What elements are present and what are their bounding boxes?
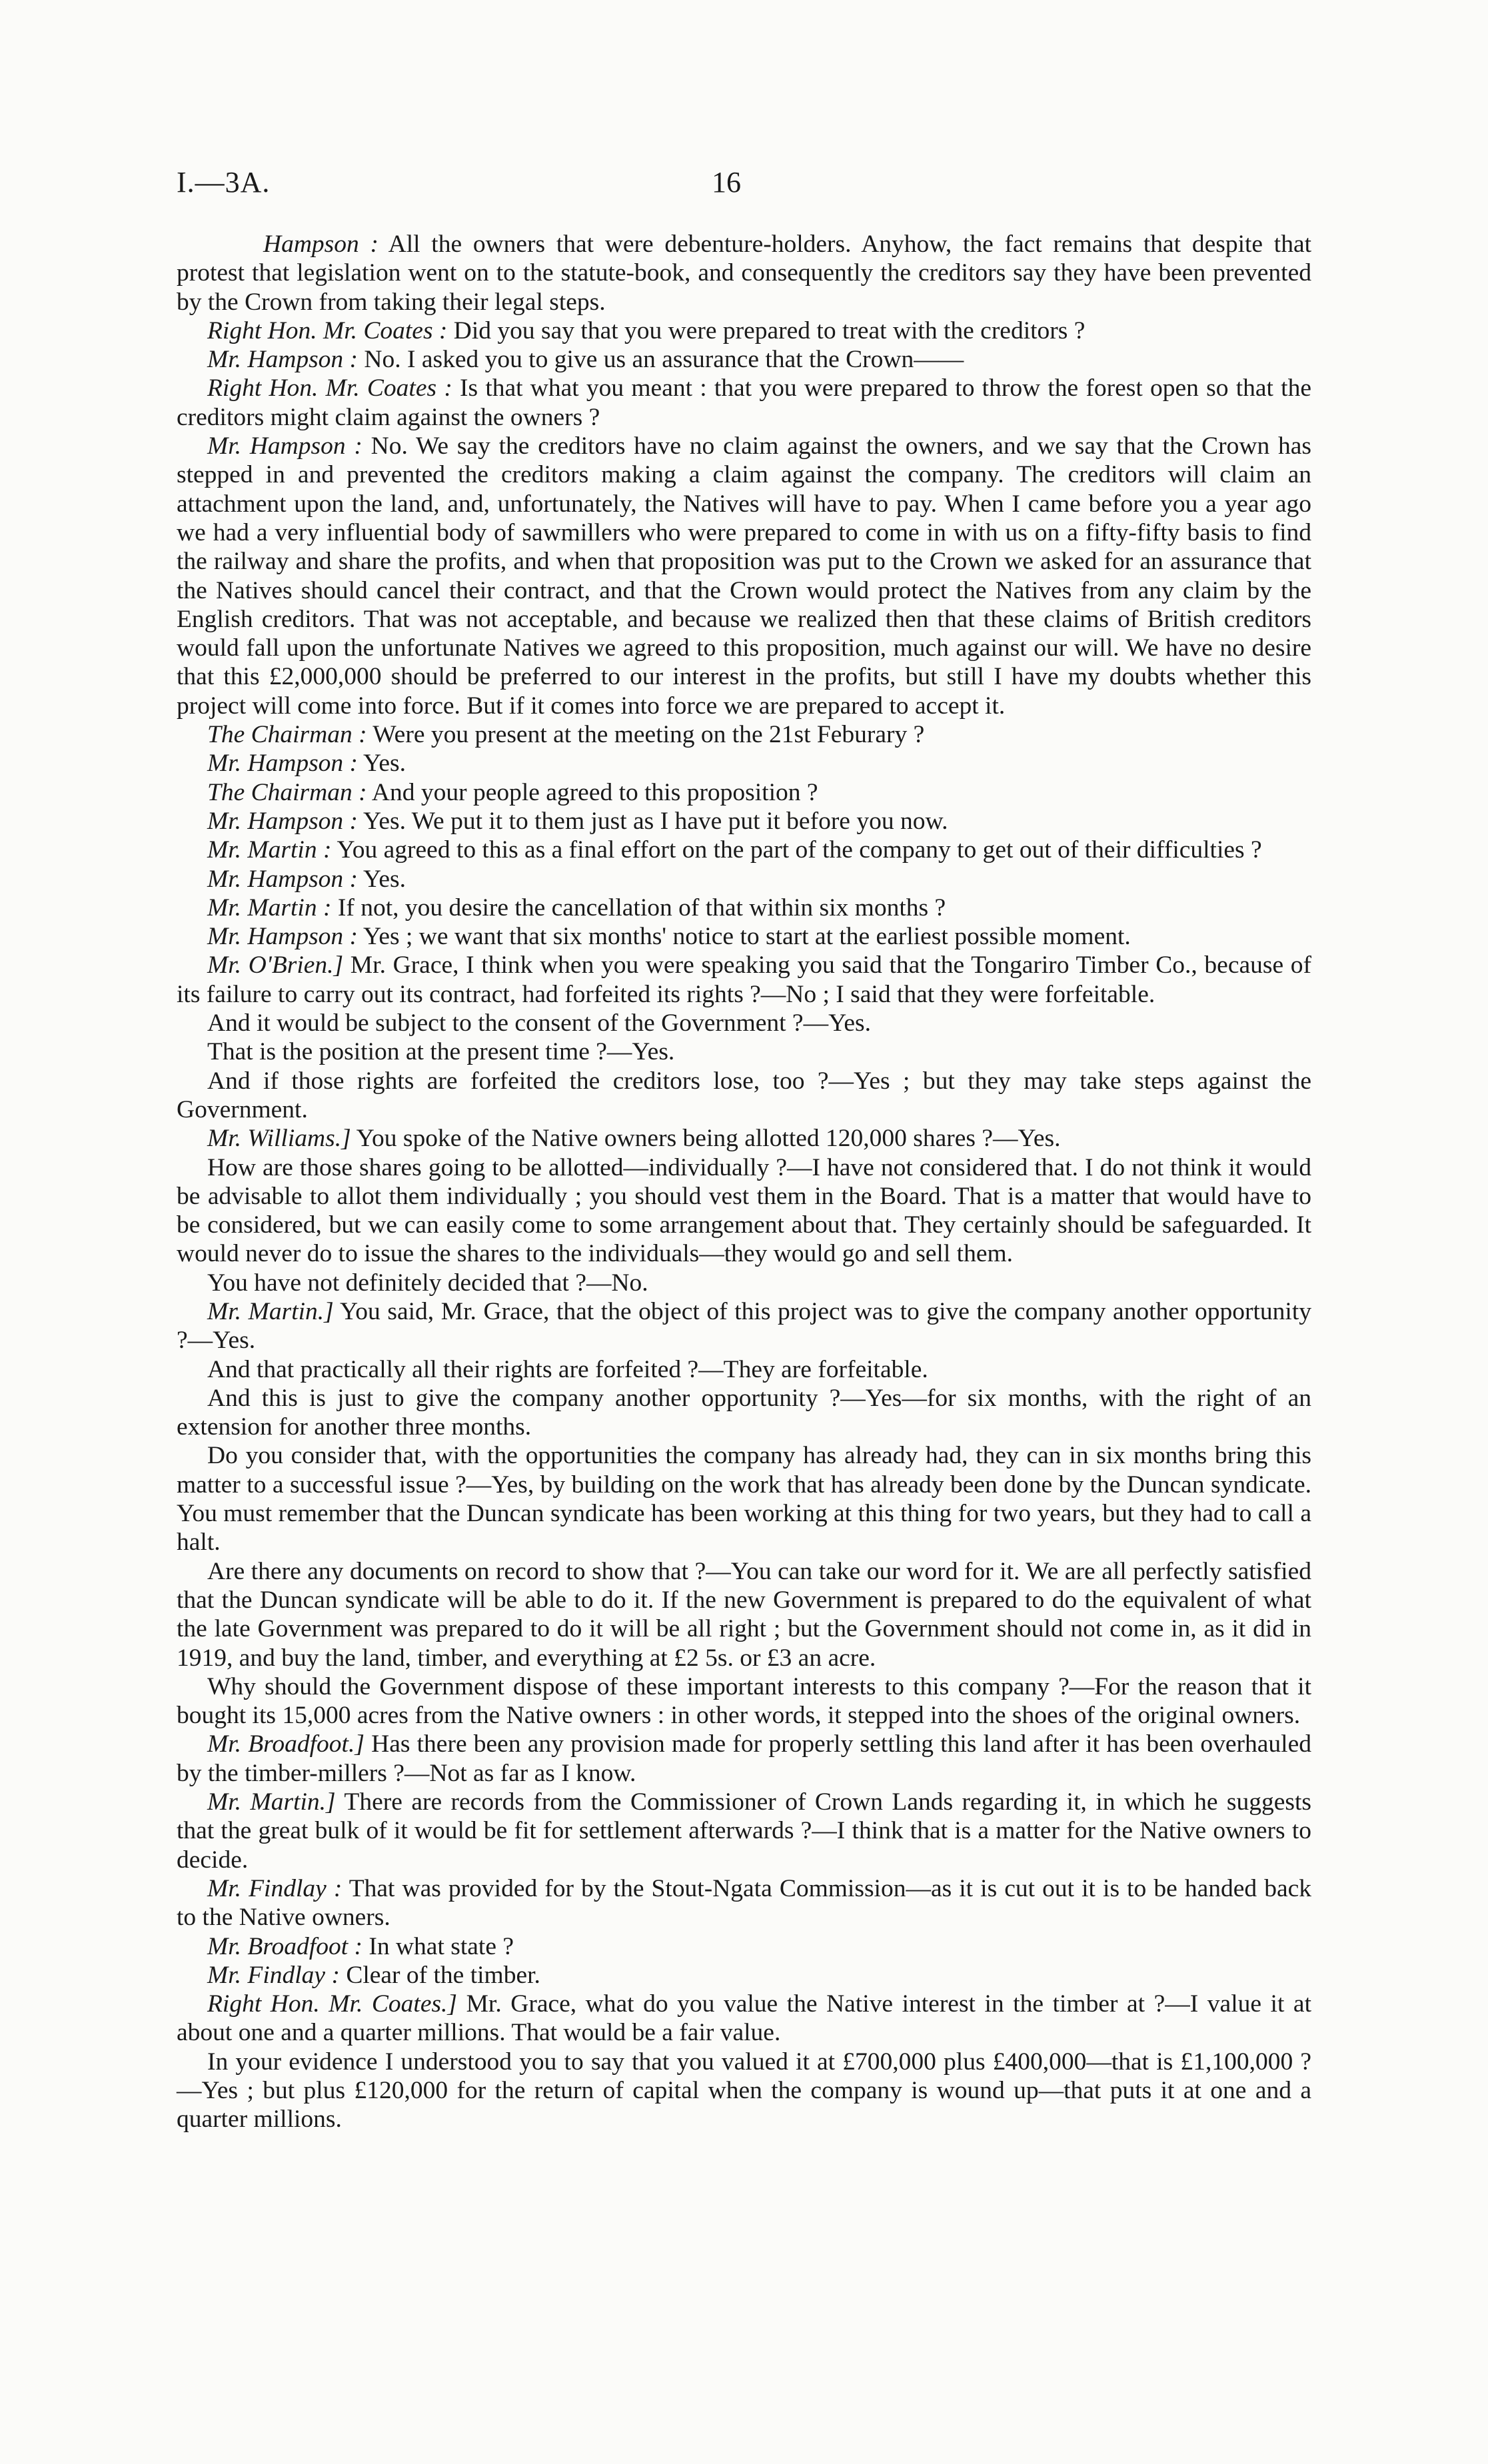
- paragraph-text: If not, you desire the cancellation of that within six months ?: [331, 894, 946, 922]
- speaker-name: Mr. Hampson :: [207, 865, 359, 893]
- speaker-name: Mr. Broadfoot.]: [207, 1730, 365, 1758]
- paragraph: [177, 807, 1311, 836]
- paragraph-text: How are those shares going to be allotted—individually ?—I have not considered that. I do not think it would be advisable to allot them individually ; you should vest them in the Board. That is a matter that would have to be considered, but we can easily come to some arrangement about that. They certainly should be safeguarded. It would never do to issue the shares to the individuals—they would go and sell them.: [177, 1153, 1311, 1268]
- speaker-name: The Chairman :: [207, 778, 367, 806]
- paragraph-text: All the owners that were debenture-holders. Anyhow, the fact remains that despite that protest that legislation went on to the statute-book, and consequently the creditors say they have been prevented by the Crown from taking their legal steps.: [177, 231, 1312, 316]
- paragraph-text: No. We say the creditors have no claim against the owners, and we say that the Crown has stepped in and prevented the creditors making a claim against the company. The creditors will claim an attachment upon the land, and, unfortunately, the Natives will have to pay. When I came before you a year ago we had a very influential body of sawmillers who were prepared to come in with us on a fifty-fifty basis to find the railway and share the profits, and when that proposition was put to the Crown we asked for an assurance that the Natives should cancel their contract, and that the Crown would protect the Natives from any claim by the English creditors. That was not acceptable, and because we realized then that these claims of British creditors would fall upon the unfortunate Natives we agreed to this proposition, much against our will. We have no desire that this £2,000,000 should be preferred to our interest in the profits, but still I have my doubts whether this project will come into force. But if it comes into force we are prepared to accept it.: [177, 432, 1311, 720]
- paragraph: [177, 432, 1311, 720]
- paragraph: [177, 1932, 1311, 1961]
- document-reference: I.—3A.: [177, 166, 271, 199]
- paragraph: [177, 1730, 1311, 1788]
- paragraph-text: Yes ; we want that six months' notice to start at the earliest possible moment.: [358, 923, 1131, 951]
- speaker-name: Right Hon. Mr. Coates :: [207, 316, 448, 344]
- paragraph: [177, 1961, 1311, 1990]
- paragraph: [177, 894, 1311, 922]
- paragraph-text: Is that what you meant : that you were prepared to throw the forest open so that the creditors might claim against the owners ?: [177, 374, 1311, 431]
- paragraph: [177, 1788, 1311, 1874]
- paragraph: [177, 749, 1311, 778]
- paragraph: [177, 230, 1311, 316]
- paragraph-text: No. I asked you to give us an assurance that the Crown——: [358, 346, 964, 374]
- paragraph: [177, 951, 1311, 1009]
- speaker-name: Right Hon. Mr. Coates :: [207, 374, 452, 402]
- speaker-name: Mr. Williams.]: [207, 1125, 351, 1153]
- speaker-name: Mr. Martin :: [207, 894, 332, 922]
- paragraph: [177, 1037, 1311, 1066]
- paragraph: [177, 1009, 1311, 1037]
- paragraph: [177, 1269, 1311, 1297]
- speaker-name: Mr. Martin.]: [207, 1788, 336, 1816]
- speaker-name: Mr. Hampson :: [207, 432, 363, 460]
- document-body: [177, 230, 1311, 2134]
- paragraph-text: That is the position at the present time ?—Yes.: [207, 1038, 675, 1066]
- speaker-name: Mr. Martin :: [207, 836, 332, 864]
- speaker-name: Mr. Hampson :: [207, 923, 359, 951]
- paragraph: [177, 1355, 1311, 1384]
- paragraph-text: And it would be subject to the consent of the Government ?—Yes.: [207, 1009, 872, 1037]
- paragraph-text: Did you say that you were prepared to treat with the creditors ?: [447, 316, 1086, 344]
- paragraph: [177, 1672, 1311, 1730]
- paragraph-text: Yes.: [358, 750, 406, 778]
- paragraph-text: And your people agreed to this proposition ?: [367, 778, 818, 806]
- paragraph-text: You spoke of the Native owners being allotted 120,000 shares ?—Yes.: [351, 1125, 1061, 1153]
- paragraph-text: Yes. We put it to them just as I have put it before you now.: [358, 807, 948, 835]
- paragraph: [177, 1067, 1311, 1125]
- speaker-name: Mr. O'Brien.]: [207, 951, 344, 979]
- paragraph: [177, 1297, 1311, 1355]
- paragraph-text: You have not definitely decided that ?—No.: [207, 1269, 648, 1297]
- paragraph-text: And this is just to give the company another opportunity ?—Yes—for six months, with the right of an extension for another three months.: [177, 1384, 1311, 1441]
- speaker-name: Mr. Broadfoot :: [207, 1932, 363, 1960]
- paragraph: [177, 1124, 1311, 1153]
- page-number: 16: [712, 166, 741, 199]
- paragraph-text: You said, Mr. Grace, that the object of this project was to give the company another opportunity ?—Yes.: [177, 1297, 1311, 1355]
- speaker-name: Mr. Hampson :: [207, 346, 359, 374]
- paragraph: [177, 1557, 1311, 1672]
- paragraph: [177, 2048, 1311, 2134]
- paragraph-text: And if those rights are forfeited the creditors lose, too ?—Yes ; but they may take steps against the Government.: [177, 1067, 1311, 1123]
- paragraph-text: And that practically all their rights are forfeited ?—They are forfeitable.: [207, 1355, 928, 1383]
- paragraph-text: Mr. Grace, I think when you were speaking you said that the Tongariro Timber Co., because of its failure to carry out its contract, had forfeited its rights ?—No ; I said that they were forfeitable.: [177, 951, 1312, 1008]
- speaker-name: Mr. Findlay :: [207, 1874, 343, 1902]
- paragraph: [177, 316, 1311, 345]
- paragraph: [177, 1874, 1311, 1932]
- paragraph: [177, 836, 1311, 864]
- paragraph-text: Are there any documents on record to show that ?—You can take our word for it. We are all perfectly satisfied that the Duncan syndicate will be able to do it. If the new Government is prepared to do the equivalent of what the late Government was prepared to do it will be all right ; but the Government should not come in, as it did in 1919, and buy the land, timber, and everything at £2 5s. or £3 an acre.: [177, 1557, 1311, 1672]
- speaker-name: The Chairman :: [207, 721, 367, 749]
- paragraph-text: That was provided for by the Stout-Ngata Commission—as it is cut out it is to be handed back to the Native owners.: [177, 1874, 1311, 1932]
- paragraph-text: You agreed to this as a final effort on the part of the company to get out of their difficulties ?: [331, 836, 1262, 864]
- paragraph-text: Do you consider that, with the opportunities the company has already had, they can in six months bring this matter to a successful issue ?—Yes, by building on the work that has already been done by the Duncan syndicate. You must remember that the Duncan syndicate has been working at this thing for two years, but they had to call a halt.: [177, 1442, 1311, 1556]
- paragraph: [177, 1384, 1311, 1442]
- speaker-name: Mr. Hampson :: [207, 750, 359, 778]
- paragraph-text: There are records from the Commissioner of Crown Lands regarding it, in which he suggests that the great bulk of it would be fit for settlement afterwards ?—I think that is a matter for the Native owners to decide.: [177, 1788, 1312, 1874]
- paragraph: [177, 778, 1311, 807]
- speaker-name: Hampson :: [263, 231, 378, 258]
- paragraph-text: Why should the Government dispose of these important interests to this company ?—For the reason that it bought its 15,000 acres from the Native owners : in other words, it stepped into the shoes of the original owners.: [177, 1672, 1311, 1730]
- paragraph: [177, 1990, 1311, 2048]
- speaker-name: Right Hon. Mr. Coates.]: [207, 1990, 458, 2018]
- speaker-name: Mr. Hampson :: [207, 807, 359, 835]
- paragraph-text: Clear of the timber.: [339, 1961, 540, 1989]
- paragraph: [177, 1441, 1311, 1556]
- paragraph: [177, 720, 1311, 749]
- speaker-name: Mr. Findlay :: [207, 1961, 340, 1989]
- paragraph-text: Mr. Grace, what do you value the Native interest in the timber at ?—I value it at about one and a quarter millions. That would be a fair value.: [177, 1990, 1311, 2047]
- paragraph-text: In what state ?: [362, 1932, 514, 1960]
- paragraph-text: Yes.: [358, 865, 406, 893]
- paragraph: [177, 374, 1311, 432]
- paragraph: [177, 922, 1311, 951]
- paragraph-text: Were you present at the meeting on the 21st Feburary ?: [367, 721, 925, 749]
- paragraph: [177, 1153, 1311, 1269]
- speaker-name: Mr. Martin.]: [207, 1297, 334, 1325]
- paragraph-text: Has there been any provision made for properly settling this land after it has been overhauled by the timber-millers ?—Not as far as I know.: [177, 1730, 1311, 1787]
- paragraph-text: In your evidence I understood you to say that you valued it at £700,000 plus £400,000—that is £1,100,000 ?—Yes ; but plus £120,000 for the return of capital when the company is wound up—that puts it at one and a quarter millions.: [177, 2048, 1311, 2134]
- paragraph: [177, 865, 1311, 894]
- paragraph: [177, 345, 1311, 374]
